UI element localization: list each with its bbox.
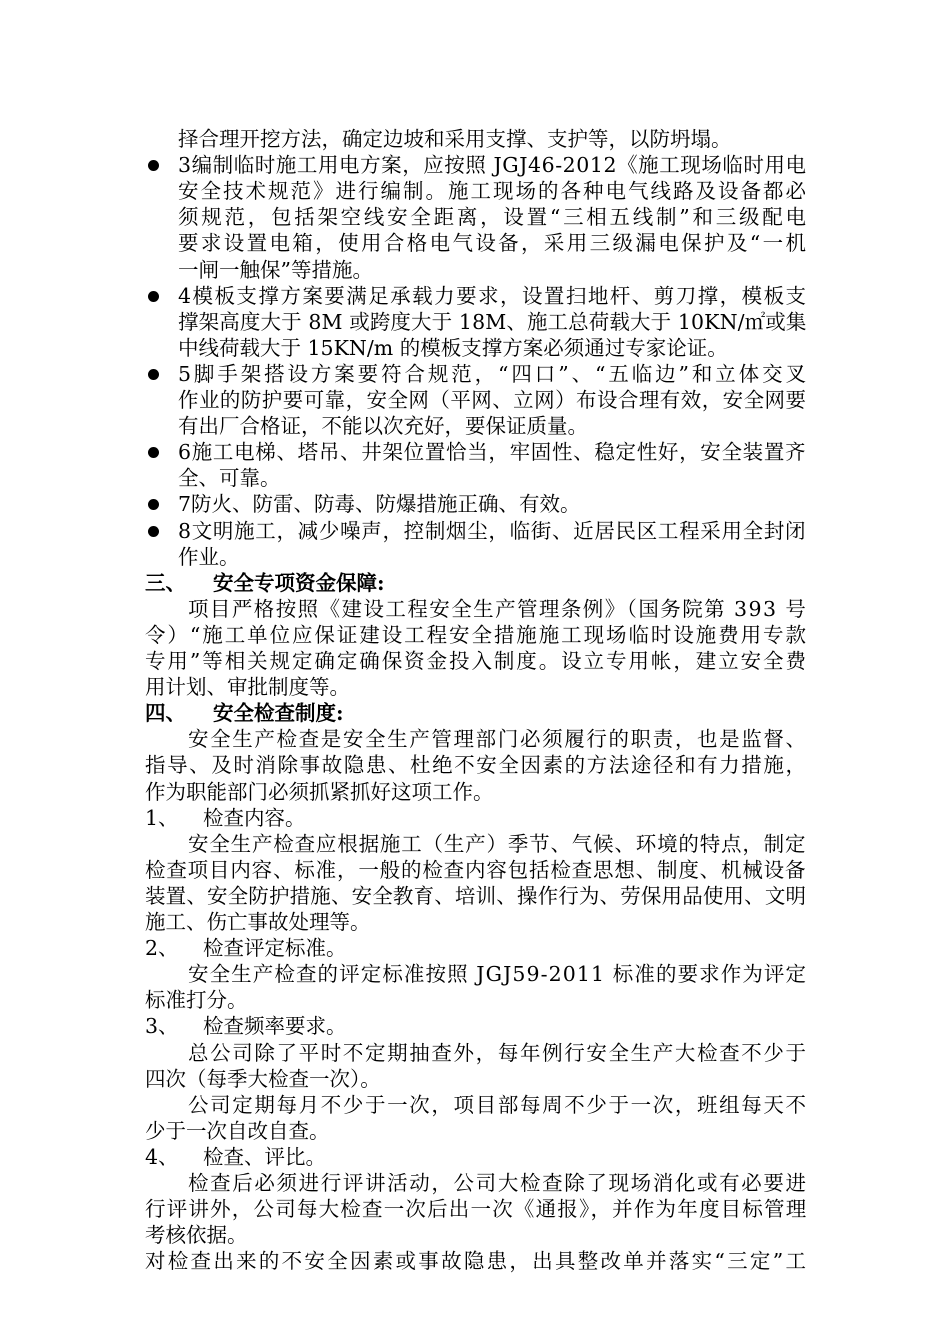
paragraph-line: 总公司除了平时不定期抽查外，每年例行安全生产大检查不少于 xyxy=(188,1041,808,1065)
item-number: 3、 xyxy=(145,1014,179,1038)
bullet-text-line: 作业的防护要可靠，安全网（平网、立网）布设合理有效，安全网要 xyxy=(178,388,807,412)
bullet-text-line: 全、可靠。 xyxy=(178,466,281,490)
paragraph-line: 作为职能部门必须抓紧抓好这项工作。 xyxy=(145,780,494,804)
paragraph-line: 标准打分。 xyxy=(145,988,248,1012)
bullet-icon xyxy=(148,499,159,510)
paragraph-line: 安全生产检查是安全生产管理部门必须履行的职责，也是监督、 xyxy=(188,727,808,751)
text-line: 择合理开挖方法，确定边坡和采用支撑、支护等，以防坍塌。 xyxy=(178,127,732,151)
bullet-text-line: 一闸一触保”等措施。 xyxy=(178,258,373,282)
section-heading: 安全检查制度: xyxy=(213,701,344,725)
section-heading: 安全专项资金保障: xyxy=(213,571,385,595)
paragraph-line: 项目严格按照《建设工程安全生产管理条例》（国务院第 393 号 xyxy=(188,597,808,621)
section-number: 四、 xyxy=(145,701,186,725)
bullet-text-line: 安全技术规范》进行编制。施工现场的各种电气线路及设备都必 xyxy=(178,179,808,203)
bullet-text-line: 4模板支撑方案要满足承载力要求，设置扫地杆、剪刀撑，模板支 xyxy=(178,284,808,308)
bullet-icon xyxy=(148,369,159,380)
paragraph-line: 行评讲外，公司每大检查一次后出一次《通报》，并作为年度目标管理 xyxy=(145,1197,808,1221)
paragraph-line: 用计划、审批制度等。 xyxy=(145,675,350,699)
item-number: 2、 xyxy=(145,936,179,960)
bullet-icon xyxy=(148,160,159,171)
bullet-text-line: 7防火、防雷、防毒、防爆措施正确、有效。 xyxy=(178,492,581,516)
item-heading: 检查内容。 xyxy=(203,806,306,830)
paragraph-line: 安全生产检查的评定标准按照 JGJ59-2011 标准的要求作为评定 xyxy=(188,962,808,986)
bullet-text-line: 3编制临时施工用电方案，应按照 JGJ46-2012《施工现场临时用电 xyxy=(178,153,807,177)
bullet-icon xyxy=(148,291,159,302)
bullet-text-line: 要求设置电箱，使用合格电气设备，采用三级漏电保护及“一机 xyxy=(178,231,809,255)
bullet-text-line: 作业。 xyxy=(178,545,240,569)
paragraph-line: 安全生产检查应根据施工（生产）季节、气候、环境的特点，制定 xyxy=(188,832,807,856)
paragraph-line: 施工、伤亡事故处理等。 xyxy=(145,910,371,934)
bullet-text-line: 中线荷载大于 15KN/m 的模板支撑方案必须通过专家论证。 xyxy=(178,336,728,360)
paragraph-line: 公司定期每月不少于一次，项目部每周不少于一次，班组每天不 xyxy=(188,1093,808,1117)
bullet-text-line: 6施工电梯、塔吊、井架位置恰当，牢固性、稳定性好，安全装置齐 xyxy=(178,440,807,464)
item-heading: 检查评定标准。 xyxy=(203,936,347,960)
paragraph-line: 对检查出来的不安全因素或事故隐患，出具整改单并落实“三定”工 xyxy=(145,1249,809,1273)
item-heading: 检查频率要求。 xyxy=(203,1014,347,1038)
bullet-text-line: 须规范，包括架空线安全距离，设置“三相五线制”和三级配电 xyxy=(178,205,809,229)
paragraph-line: 装置、安全防护措施、安全教育、培训、操作行为、劳保用品使用、文明 xyxy=(145,884,807,908)
bullet-text-line: 8文明施工，减少噪声，控制烟尘，临街、近居民区工程采用全封闭 xyxy=(178,519,807,543)
paragraph-line: 检查后必须进行评讲活动，公司大检查除了现场消化或有必要进 xyxy=(188,1171,808,1195)
paragraph-line: 少于一次自改自查。 xyxy=(145,1119,330,1143)
item-number: 4、 xyxy=(145,1145,179,1169)
paragraph-line: 考核依据。 xyxy=(145,1223,248,1247)
paragraph-line: 检查项目内容、标准，一般的检查内容包括检查思想、制度、机械设备 xyxy=(145,858,807,882)
section-number: 三、 xyxy=(145,571,186,595)
paragraph-line: 四次（每季大检查一次）。 xyxy=(145,1067,381,1091)
paragraph-line: 令）“施工单位应保证建设工程安全措施施工现场临时设施费用专款 xyxy=(145,623,808,647)
bullet-text-line: 有出厂合格证，不能以次充好，要保证质量。 xyxy=(178,414,588,438)
bullet-icon xyxy=(148,526,159,537)
bullet-icon xyxy=(148,447,159,458)
item-heading: 检查、评比。 xyxy=(203,1145,326,1169)
bullet-text-line: 5脚手架搭设方案要符合规范，“四口”、“五临边”和立体交叉 xyxy=(178,362,809,386)
paragraph-line: 指导、及时消除事故隐患、杜绝不安全因素的方法途径和有力措施， xyxy=(145,753,808,777)
bullet-text-line: 撑架高度大于 8M 或跨度大于 18M、施工总荷载大于 10KN/㎡或集 xyxy=(178,310,807,334)
item-number: 1、 xyxy=(145,806,179,830)
paragraph-line: 专用”等相关规定确定确保资金投入制度。设立专用帐，建立安全费 xyxy=(145,649,808,673)
